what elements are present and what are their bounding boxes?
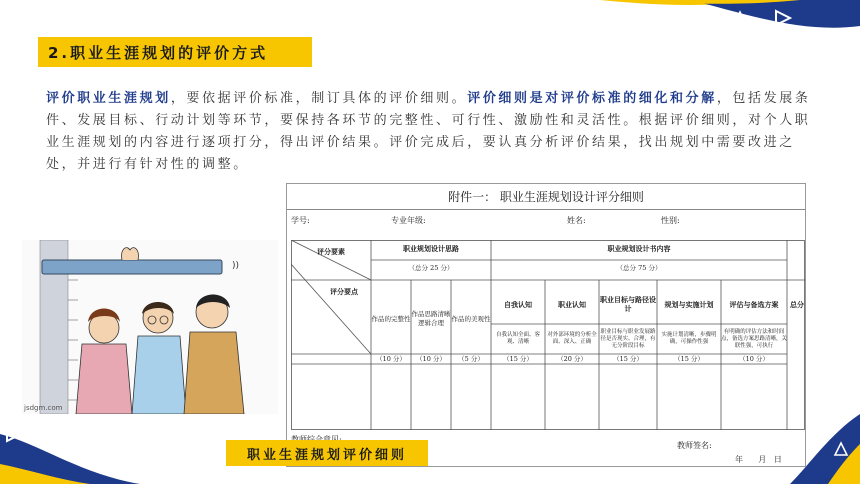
col-logic: 作品思路清晰逻辑合理 bbox=[411, 310, 451, 327]
caption-text: 职业生涯规划评价细则 bbox=[246, 447, 407, 463]
para-emphasis: 评价细则是对评价标准的细化和分解 bbox=[467, 91, 717, 106]
col-completeness: 作品的完整性 bbox=[371, 314, 411, 323]
col-desc: 职业目标与职业发展路径是否现实、合理，有无分阶段目标 bbox=[600, 328, 656, 349]
triangle-icon bbox=[733, 10, 747, 24]
triangle-icon bbox=[4, 424, 24, 444]
student-no-label: 学号: bbox=[291, 216, 310, 225]
total-header: 总分 bbox=[790, 299, 804, 309]
col-score: （20 分） bbox=[557, 354, 587, 363]
cartoon-drawing bbox=[22, 240, 278, 414]
para-emphasis: 评价职业生涯规划 bbox=[46, 91, 171, 106]
col-aesthetics: 作品的美观性 bbox=[451, 314, 491, 323]
col-desc: 对外部环境的分析全面、深入、正确 bbox=[547, 332, 597, 345]
col-desc: 实施计划清晰，步骤明确，可操作性强 bbox=[661, 332, 717, 345]
col-self-cognition: 自我认知 bbox=[504, 299, 532, 309]
cartoon-illustration bbox=[22, 240, 278, 414]
col-score: （10 分） bbox=[416, 354, 446, 363]
col-score: （15 分） bbox=[503, 354, 533, 363]
col-career-cognition: 职业认知 bbox=[558, 299, 586, 309]
col-score: （15 分） bbox=[613, 354, 643, 363]
student-info-row bbox=[287, 210, 805, 228]
teacher-sign-label: 教师签名: bbox=[677, 441, 712, 450]
score-point-header: 评分要点 bbox=[330, 286, 358, 296]
triangle-icon bbox=[832, 440, 850, 458]
major-label: 专业年级: bbox=[391, 216, 426, 225]
body-paragraph bbox=[46, 88, 816, 176]
part1-header: 职业规划设计思路 bbox=[403, 243, 459, 253]
name-label: 姓名: bbox=[567, 216, 586, 225]
col-plan: 规划与实施计划 bbox=[664, 299, 714, 309]
gender-label: 性别: bbox=[661, 216, 680, 225]
bottom-left-wave-decoration bbox=[0, 404, 200, 484]
score-item-header: 评分要素 bbox=[317, 246, 345, 256]
para-text: ，包括发展条件、发展目标、行动计划等环节，要保持各环节的完整性、可行性、激励性和灵活性。根据评价细则，对个人职业生涯规划的内容进行逐项打分，得出评价结果。评价完成后，要认真分析评价结果，找出规划中需要改进之处，并进行有针对性的调整。 bbox=[46, 91, 811, 172]
caption-bar bbox=[226, 440, 428, 466]
illustration-watermark: jsdgm.com bbox=[24, 404, 63, 412]
col-desc: 自我认知全面、客观、清晰 bbox=[495, 332, 540, 345]
scoring-document bbox=[286, 183, 806, 467]
section-title-bar bbox=[38, 37, 312, 67]
document-title: 附件一： 职业生涯规划设计评分细则 bbox=[287, 184, 805, 210]
col-desc: 有明确的评估方法和时间点，备选方案思路清晰，关联性强，可执行 bbox=[721, 328, 788, 349]
col-evaluation: 评估与备选方案 bbox=[729, 299, 779, 309]
svg-text:)): )) bbox=[232, 261, 240, 271]
section-title: 2.职业生涯规划的评价方式 bbox=[48, 43, 269, 62]
col-score: （10 分） bbox=[376, 354, 406, 363]
part2-total: （总分 75 分） bbox=[616, 263, 662, 272]
para-text: ，要依据评价标准，制订具体的评价细则。 bbox=[170, 91, 468, 106]
col-score: （5 分） bbox=[458, 354, 484, 363]
top-wave-decoration bbox=[0, 0, 860, 40]
col-score: （10 分） bbox=[739, 354, 769, 363]
col-score: （15 分） bbox=[674, 354, 704, 363]
triangle-icon bbox=[773, 8, 793, 28]
col-goal-path: 职业目标与路径设计 bbox=[600, 295, 656, 313]
part1-total: （总分 25 分） bbox=[408, 263, 454, 272]
part2-header: 职业规划设计书内容 bbox=[607, 243, 671, 253]
date-label: 年 月 日 bbox=[735, 455, 782, 464]
